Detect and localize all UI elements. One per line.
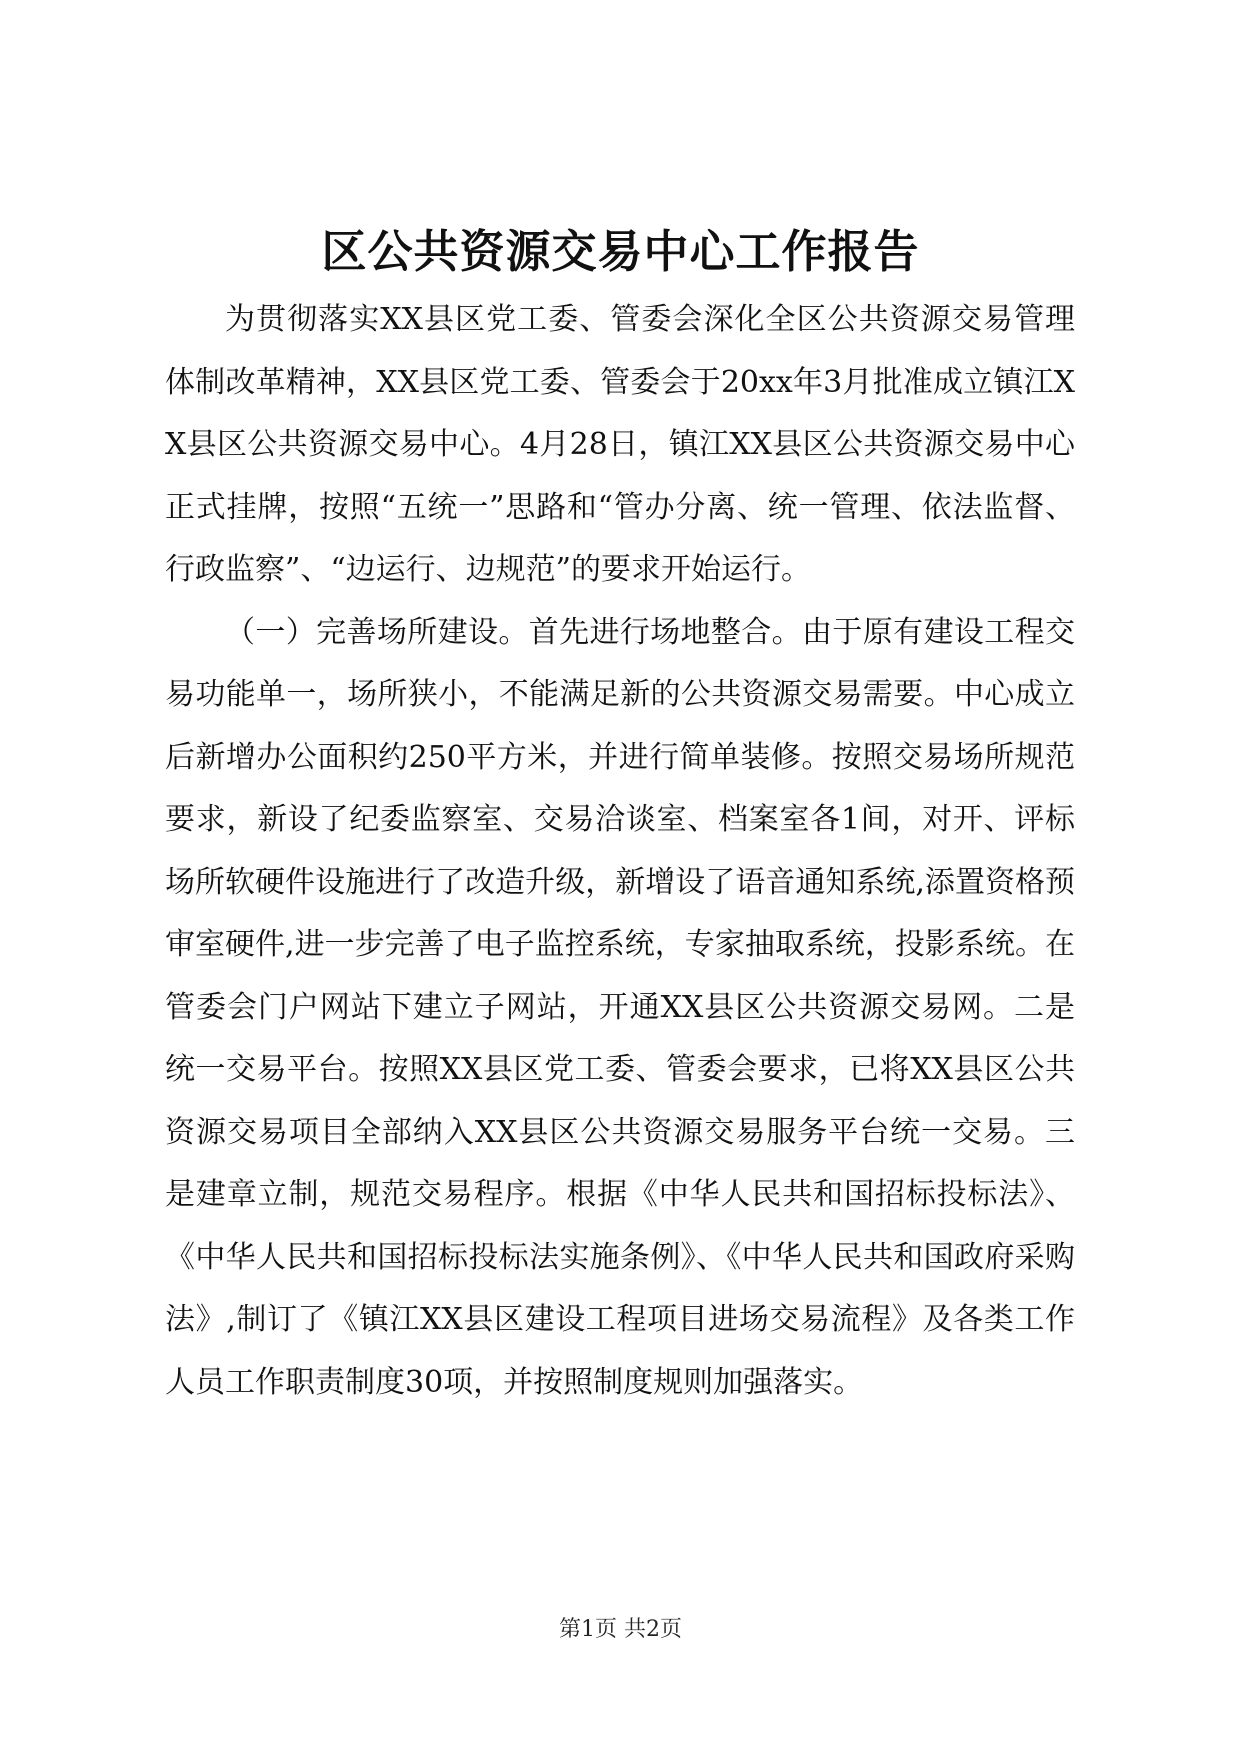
body-paragraph-intro: 为贯彻落实XX县区党工委、管委会深化全区公共资源交易管理体制改革精神，XX县区党工委、管委会于20xx年3月批准成立镇江XX县区公共资源交易中心。4月28日，镇江XX县区公共资源交易中心正式挂牌，按照“五统一”思路和“管办分离、统一管理、依法监督、行政监察”、“边运行、边规范”的要求开始运行。 — [165, 302, 1075, 587]
document-title: 区公共资源交易中心工作报告 — [321, 225, 920, 278]
document-body — [165, 289, 1075, 1414]
page-number-footer: 第1页 共2页 — [559, 1617, 682, 1642]
body-paragraph-venue-construction: （一）完善场所建设。首先进行场地整合。由于原有建设工程交易功能单一，场所狭小，不能满足新的公共资源交易需要。中心成立后新增办公面积约250平方米，并进行简单装修。按照交易场所规范要求，新设了纪委监察室、交易洽谈室、档案室各1间，对开、评标场所软硬件设施进行了改造升级，新增设了语音通知系统,添置资格预审室硬件,进一步完善了电子监控系统，专家抽取系统，投影系统。在管委会门户网站下建立子网站，开通XX县区公共资源交易网。二是统一交易平台。按照XX县区党工委、管委会要求，已将XX县区公共资源交易项目全部纳入XX县区公共资源交易服务平台统一交易。三是建章立制，规范交易程序。根据《中华人民共和国招标投标法》、《中华人民共和国招标投标法实施条例》、《中华人民共和国政府采购法》,制订了《镇江XX县区建设工程项目进场交易流程》及各类工作人员工作职责制度30项，并按照制度规则加强落实。 — [165, 614, 1075, 1400]
